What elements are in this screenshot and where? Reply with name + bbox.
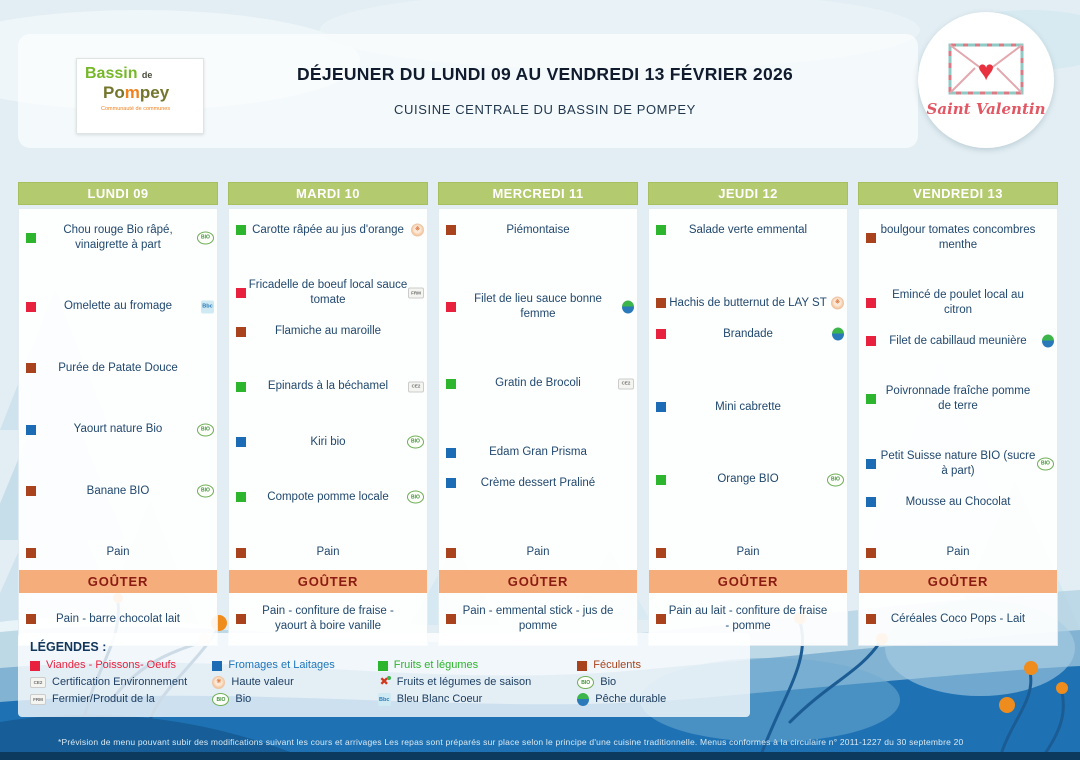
menu-item-label: Brandade <box>723 327 773 340</box>
menu-item-label: Piémontaise <box>506 224 570 236</box>
gouter-item-label: Pain - confiture de fraise - yaourt à boire vanille <box>262 605 394 632</box>
item-badge-icon <box>832 328 844 341</box>
category-marker <box>26 233 36 243</box>
gouter-bar: GOÛTER <box>19 570 217 593</box>
footnote-text: *Prévision de menu pouvant subir des modifications suivant les cours et arrivages Les repas sont préparés sur place selon le principe d'une cuisine traditionnelle. Menus conformes à la circulaire n° 2011-1227 du 30 septembre 20 <box>58 737 964 747</box>
legend-label: Fruits et légumes de saison <box>396 676 532 689</box>
menu-item <box>859 449 1057 479</box>
meat-fish-eggs-marker-icon <box>30 661 40 671</box>
menu-item-label: Mousse au Chocolat <box>905 495 1011 508</box>
category-marker <box>446 548 456 558</box>
item-badge-icon <box>622 300 634 313</box>
category-marker <box>236 548 246 558</box>
legend-entry <box>30 676 204 689</box>
category-marker <box>866 336 876 346</box>
menu-item <box>439 292 637 322</box>
svg-text:♥: ♥ <box>977 55 995 86</box>
day-column-vendredi <box>858 182 1058 646</box>
page-subtitle: CUISINE CENTRALE DU BASSIN DE POMPEY <box>394 102 696 117</box>
legend-label: Bio <box>235 693 252 706</box>
legend-entry <box>30 693 204 706</box>
menu-item <box>439 376 637 391</box>
category-marker <box>236 437 246 447</box>
category-marker <box>236 327 246 337</box>
day-header: MERCREDI 11 <box>438 182 638 205</box>
gouter-item-label: Céréales Coco Pops - Lait <box>890 612 1026 625</box>
legend-label: Fruits et légumes <box>393 659 479 671</box>
category-marker <box>866 394 876 404</box>
logo-text-bassin: Bassin <box>85 65 138 82</box>
item-badge-icon <box>197 231 214 244</box>
legend-entry <box>212 676 369 689</box>
menu-item <box>19 299 217 314</box>
menu-item-label: Purée de Patate Douce <box>58 361 178 374</box>
category-marker <box>236 288 246 298</box>
category-marker <box>866 233 876 243</box>
menu-item <box>859 495 1057 510</box>
day-column-lundi <box>18 182 218 646</box>
day-header: VENDREDI 13 <box>858 182 1058 205</box>
menu-item-label: Epinards à la béchamel <box>267 380 389 393</box>
menu-item-label: Pain <box>736 546 760 559</box>
menu-item <box>439 445 637 460</box>
gouter-bar: GOÛTER <box>229 570 427 593</box>
menu-item <box>649 223 847 238</box>
day-panel <box>858 208 1058 646</box>
day-column-jeudi <box>648 182 848 646</box>
category-marker <box>656 329 666 339</box>
item-badge-icon <box>831 297 844 310</box>
menu-item <box>859 384 1057 414</box>
item-badge-icon <box>197 485 214 498</box>
category-marker <box>656 225 666 235</box>
header-titles <box>230 64 860 117</box>
menu-item-label: Petit Suisse nature BIO (sucre à part) <box>880 450 1036 478</box>
item-badge-icon <box>407 491 424 504</box>
item-badge-icon <box>201 300 214 313</box>
legend-label: Pêche durable <box>595 693 667 706</box>
menu-item-label: Pain <box>106 546 130 559</box>
legend-label: Bio <box>600 676 617 689</box>
menu-item-label: boulgour tomates concombres menthe <box>880 224 1036 251</box>
item-badge-icon <box>407 436 424 449</box>
menu-item <box>19 361 217 376</box>
day-header: MARDI 10 <box>228 182 428 205</box>
seasonal-produce-icon <box>378 676 391 689</box>
category-marker <box>656 475 666 485</box>
menu-item-label: Omelette au fromage <box>63 300 173 313</box>
category-marker <box>656 298 666 308</box>
menu-item <box>19 484 217 499</box>
legend-column <box>378 659 570 707</box>
menu-item <box>649 472 847 487</box>
valentine-envelope-heart-icon <box>947 42 1025 96</box>
legend-entry <box>378 676 570 689</box>
legend-label: Certification Environnement <box>52 676 188 689</box>
day-panel <box>228 208 428 646</box>
day-header: LUNDI 09 <box>18 182 218 205</box>
category-marker <box>446 478 456 488</box>
category-marker <box>656 614 666 624</box>
category-marker <box>446 614 456 624</box>
legend-entry <box>378 693 570 706</box>
item-badge-icon <box>827 473 844 486</box>
category-marker <box>866 614 876 624</box>
item-badge-icon <box>408 381 424 392</box>
starches-marker-icon <box>577 661 587 671</box>
menu-item-label: Gratin de Brocoli <box>495 377 581 390</box>
week-menu-grid <box>18 182 1058 646</box>
bio-icon <box>212 693 229 706</box>
gouter-bar: GOÛTER <box>859 570 1057 593</box>
bio-icon <box>577 676 594 689</box>
menu-item-label: Pain <box>316 546 340 559</box>
menu-item <box>649 545 847 560</box>
menu-item-label: Crème dessert Praliné <box>480 477 596 490</box>
legend-entry <box>577 659 738 672</box>
peche-durable-icon <box>577 693 589 706</box>
menu-item-label: Mini cabrette <box>715 400 781 413</box>
menu-item <box>19 545 217 560</box>
category-marker <box>26 425 36 435</box>
menu-item-label: Kiri bio <box>310 435 346 448</box>
item-badge-icon <box>618 378 634 389</box>
menu-item <box>859 288 1057 318</box>
certification-environnement-icon <box>30 677 46 688</box>
gouter-item-label: Pain au lait - confiture de fraise - pomme <box>668 605 828 632</box>
legend-entry <box>212 693 369 706</box>
menu-item <box>439 223 637 238</box>
gouter-bar: GOÛTER <box>439 570 637 593</box>
gouter-bar: GOÛTER <box>649 570 847 593</box>
menu-item-label: Hachis de butternut de LAY ST <box>669 296 827 309</box>
legend-label: Fermier/Produit de la <box>52 693 155 706</box>
menu-item <box>439 476 637 491</box>
category-marker <box>656 548 666 558</box>
legend-label: Bleu Blanc Coeur <box>396 693 483 706</box>
category-marker <box>446 225 456 235</box>
valentine-badge-label: Saint Valentin <box>926 100 1046 118</box>
legend-entry <box>577 676 738 689</box>
menu-item-label: Edam Gran Prisma <box>489 446 587 459</box>
day-panel <box>18 208 218 646</box>
menu-item-label: Compote pomme locale <box>267 490 389 503</box>
category-marker <box>866 298 876 308</box>
category-marker <box>866 548 876 558</box>
item-badge-icon <box>1042 335 1054 348</box>
legend-column <box>30 659 204 707</box>
menu-item <box>229 435 427 450</box>
menu-item-label: Salade verte emmental <box>688 224 808 236</box>
category-marker <box>446 379 456 389</box>
category-marker <box>236 382 246 392</box>
day-panel <box>648 208 848 646</box>
menu-item-label: Emincé de poulet local au citron <box>892 289 1024 316</box>
legend-entry <box>577 693 738 706</box>
gouter-item <box>859 593 1057 645</box>
day-column-mercredi <box>438 182 638 646</box>
category-marker <box>866 459 876 469</box>
menu-item <box>649 400 847 415</box>
day-column-mardi <box>228 182 428 646</box>
menu-item <box>19 422 217 437</box>
legend-label: Haute valeur <box>231 676 294 689</box>
menu-item <box>19 223 217 253</box>
fruits-vegetables-marker-icon <box>378 661 388 671</box>
menu-item-label: Flamiche au maroille <box>274 325 382 338</box>
legend-entry <box>212 659 369 672</box>
category-marker <box>446 302 456 312</box>
menu-item-label: Filet de lieu sauce bonne femme <box>474 293 602 320</box>
menu-item-label: Orange BIO <box>717 473 779 486</box>
menu-item-label: Pain <box>526 546 550 559</box>
fermier-icon <box>30 694 46 705</box>
day-panel <box>438 208 638 646</box>
legend-entry <box>30 659 204 672</box>
menu-item <box>859 223 1057 253</box>
menu-item <box>229 379 427 394</box>
haute-valeur-icon <box>212 676 225 689</box>
menu-item-label: Fricadelle de boeuf local sauce tomate <box>248 279 408 307</box>
logo-text-pompey: Pompey <box>103 83 170 102</box>
legend-entry <box>378 659 570 672</box>
category-marker <box>236 225 246 235</box>
bottom-strip <box>0 752 1080 760</box>
legend-label: Fromages et Laitages <box>228 659 335 671</box>
menu-item <box>649 296 847 311</box>
page-title: DÉJEUNER DU LUNDI 09 AU VENDREDI 13 FÉVRIER 2026 <box>296 64 794 84</box>
item-badge-icon <box>197 423 214 436</box>
menu-item-label: Pain <box>946 546 970 559</box>
category-marker <box>26 363 36 373</box>
category-marker <box>236 492 246 502</box>
legend-column <box>577 659 738 707</box>
menu-item <box>229 278 427 308</box>
category-marker <box>26 486 36 496</box>
category-marker <box>446 448 456 458</box>
bleu-blanc-coeur-icon <box>378 693 391 706</box>
category-marker <box>236 614 246 624</box>
menu-item-label: Yaourt nature Bio <box>73 423 163 436</box>
category-marker <box>26 302 36 312</box>
legend-title: LÉGENDES : <box>30 640 107 654</box>
legend-panel <box>18 633 750 717</box>
item-badge-icon <box>411 224 424 237</box>
category-marker <box>866 497 876 507</box>
menu-item-label: Poivronnade fraîche pomme de terre <box>885 385 1031 412</box>
menu-item-label: Chou rouge Bio râpé, vinaigrette à part <box>63 224 173 251</box>
menu-item <box>859 545 1057 560</box>
day-header: JEUDI 12 <box>648 182 848 205</box>
category-marker <box>656 402 666 412</box>
legend-label: Viandes - Poissons- Oeufs <box>46 659 177 671</box>
menu-item <box>229 324 427 339</box>
legend-column <box>212 659 369 707</box>
menu-item <box>439 545 637 560</box>
menu-item-label: Filet de cabillaud meunière <box>889 334 1027 347</box>
legend-label: Féculents <box>593 659 641 671</box>
gouter-item-label: Pain - barre chocolat lait <box>55 612 180 625</box>
menu-item <box>649 327 847 342</box>
dairy-marker-icon <box>212 661 222 671</box>
category-marker <box>26 548 36 558</box>
item-badge-icon <box>1037 458 1054 471</box>
logo-text-de: de <box>141 70 153 80</box>
menu-item <box>229 545 427 560</box>
saint-valentin-badge <box>918 12 1054 148</box>
gouter-item-label: Pain - emmental stick - jus de pomme <box>462 605 614 632</box>
bassin-de-pompey-logo <box>76 58 204 134</box>
menu-item-label: Carotte râpée au jus d'orange <box>252 224 404 236</box>
logo-tagline: Communauté de communes <box>101 106 171 113</box>
menu-item <box>229 223 427 238</box>
menu-item <box>859 334 1057 349</box>
category-marker <box>26 614 36 624</box>
item-badge-icon <box>408 288 424 299</box>
menu-item-label: Banane BIO <box>86 484 150 497</box>
menu-item <box>229 490 427 505</box>
